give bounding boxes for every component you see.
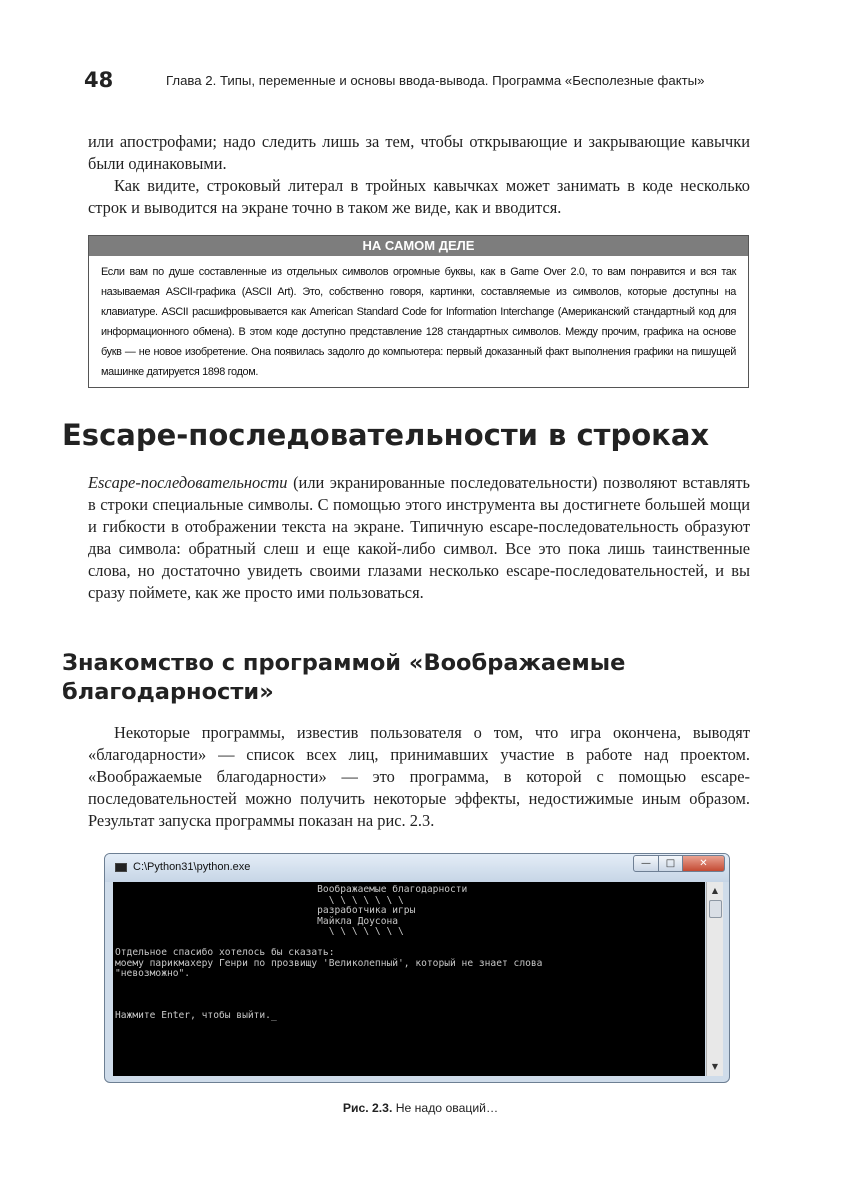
sidebar-title: НА САМОМ ДЕЛЕ (89, 236, 748, 256)
page-number: 48 (84, 68, 114, 92)
intro-paragraph-1: или апострофами; надо следить лишь за тем, чтобы открывающие и закрывающие кавычки были одинаковыми. (88, 132, 750, 173)
console-output[interactable]: Воображаемые благодарности \ \ \ \ \ \ \ разработчика игры Майкла Доусона \ \ \ \ \ \ \ Отдельное спасибо хотелось бы сказать: моему парикмахеру Генри по прозвищу 'Великолепный', который не знает слова "невозможно". Нажмите Enter, чтобы выйти._ (113, 882, 705, 1076)
scroll-up-arrow-icon[interactable]: ▲ (711, 886, 719, 895)
console-scrollbar[interactable] (706, 882, 723, 1076)
close-button[interactable]: ✕ (682, 855, 725, 872)
section-escape-paragraph (88, 472, 750, 604)
sidebar-text: Если вам по душе составленные из отдельных символов огромные буквы, как в Game Over 2.0, то вам понравится и вся так называемая ASCII-графика (ASCII Art). Это, собственно говоря, картинки, составляемые из символов, которые доступны на клавиатуре. ASCII расшифровывается как American Standard Code for Information Interchange (Американский стандартный код для информационного обмена). В этом коде доступно представление 128 стандартных символов. Между прочим, графика на основе букв — не новое изобретение. Она появилась задолго до компьютера: первый доказанный факт выполнения графики на пишущей машинке датируется 1898 годом. (101, 266, 736, 378)
section-heading-escape: Escape-последовательности в строках (62, 418, 710, 452)
term-escape: Escape-последовательности (88, 473, 288, 492)
section-escape-text: (или экранированные последовательности) позволяют вставлять в строки специальные символы. С помощью этого инструмента вы достигнете большей мощи и гибкости в отображении текста на экране. Типичную escape-последовательность образуют два символа: обратный слеш и еще какой-либо символ. Все это пока лишь таинственные слова, но достаточно увидеть своими глазами несколько escape-последовательностей, и вы сразу поймете, как же просто ими пользоваться. (88, 473, 750, 602)
intro-paragraph-2: Как видите, строковый литерал в тройных кавычках может занимать в коде несколько строк и выводится на экране точно в таком же виде, как и вводится. (88, 176, 750, 217)
section-credits-paragraph: Некоторые программы, известив пользователя о том, что игра окончена, выводят «благодарности» — список всех лиц, принимавших участие в работе над проектом. «Воображаемые благодарности» — это программа, в которой с помощью escape-последовательностей можно получить некоторые эффекты, недостижимые иным образом. Результат запуска программы показан на рис. 2.3. (88, 723, 750, 830)
scrollbar-thumb[interactable] (709, 900, 722, 918)
figure-caption-text: Не надо оваций… (392, 1101, 499, 1115)
section-heading-credits: Знакомство с программой «Воображаемые благодарности» (62, 650, 626, 705)
figure-caption (0, 1101, 841, 1115)
console-window-title: C:\Python31\python.exe (133, 861, 251, 873)
maximize-button[interactable]: □ (658, 855, 683, 872)
minimize-button[interactable]: — (633, 855, 659, 872)
console-app-icon (115, 863, 127, 872)
running-header: Глава 2. Типы, переменные и основы ввода-вывода. Программа «Бесполезные факты» (166, 73, 705, 88)
console-window (104, 853, 730, 1083)
figure-label: Рис. 2.3. (342, 1101, 393, 1115)
console-titlebar[interactable] (105, 854, 729, 882)
sidebar-box (88, 235, 749, 388)
scroll-down-arrow-icon[interactable]: ▼ (711, 1062, 719, 1071)
